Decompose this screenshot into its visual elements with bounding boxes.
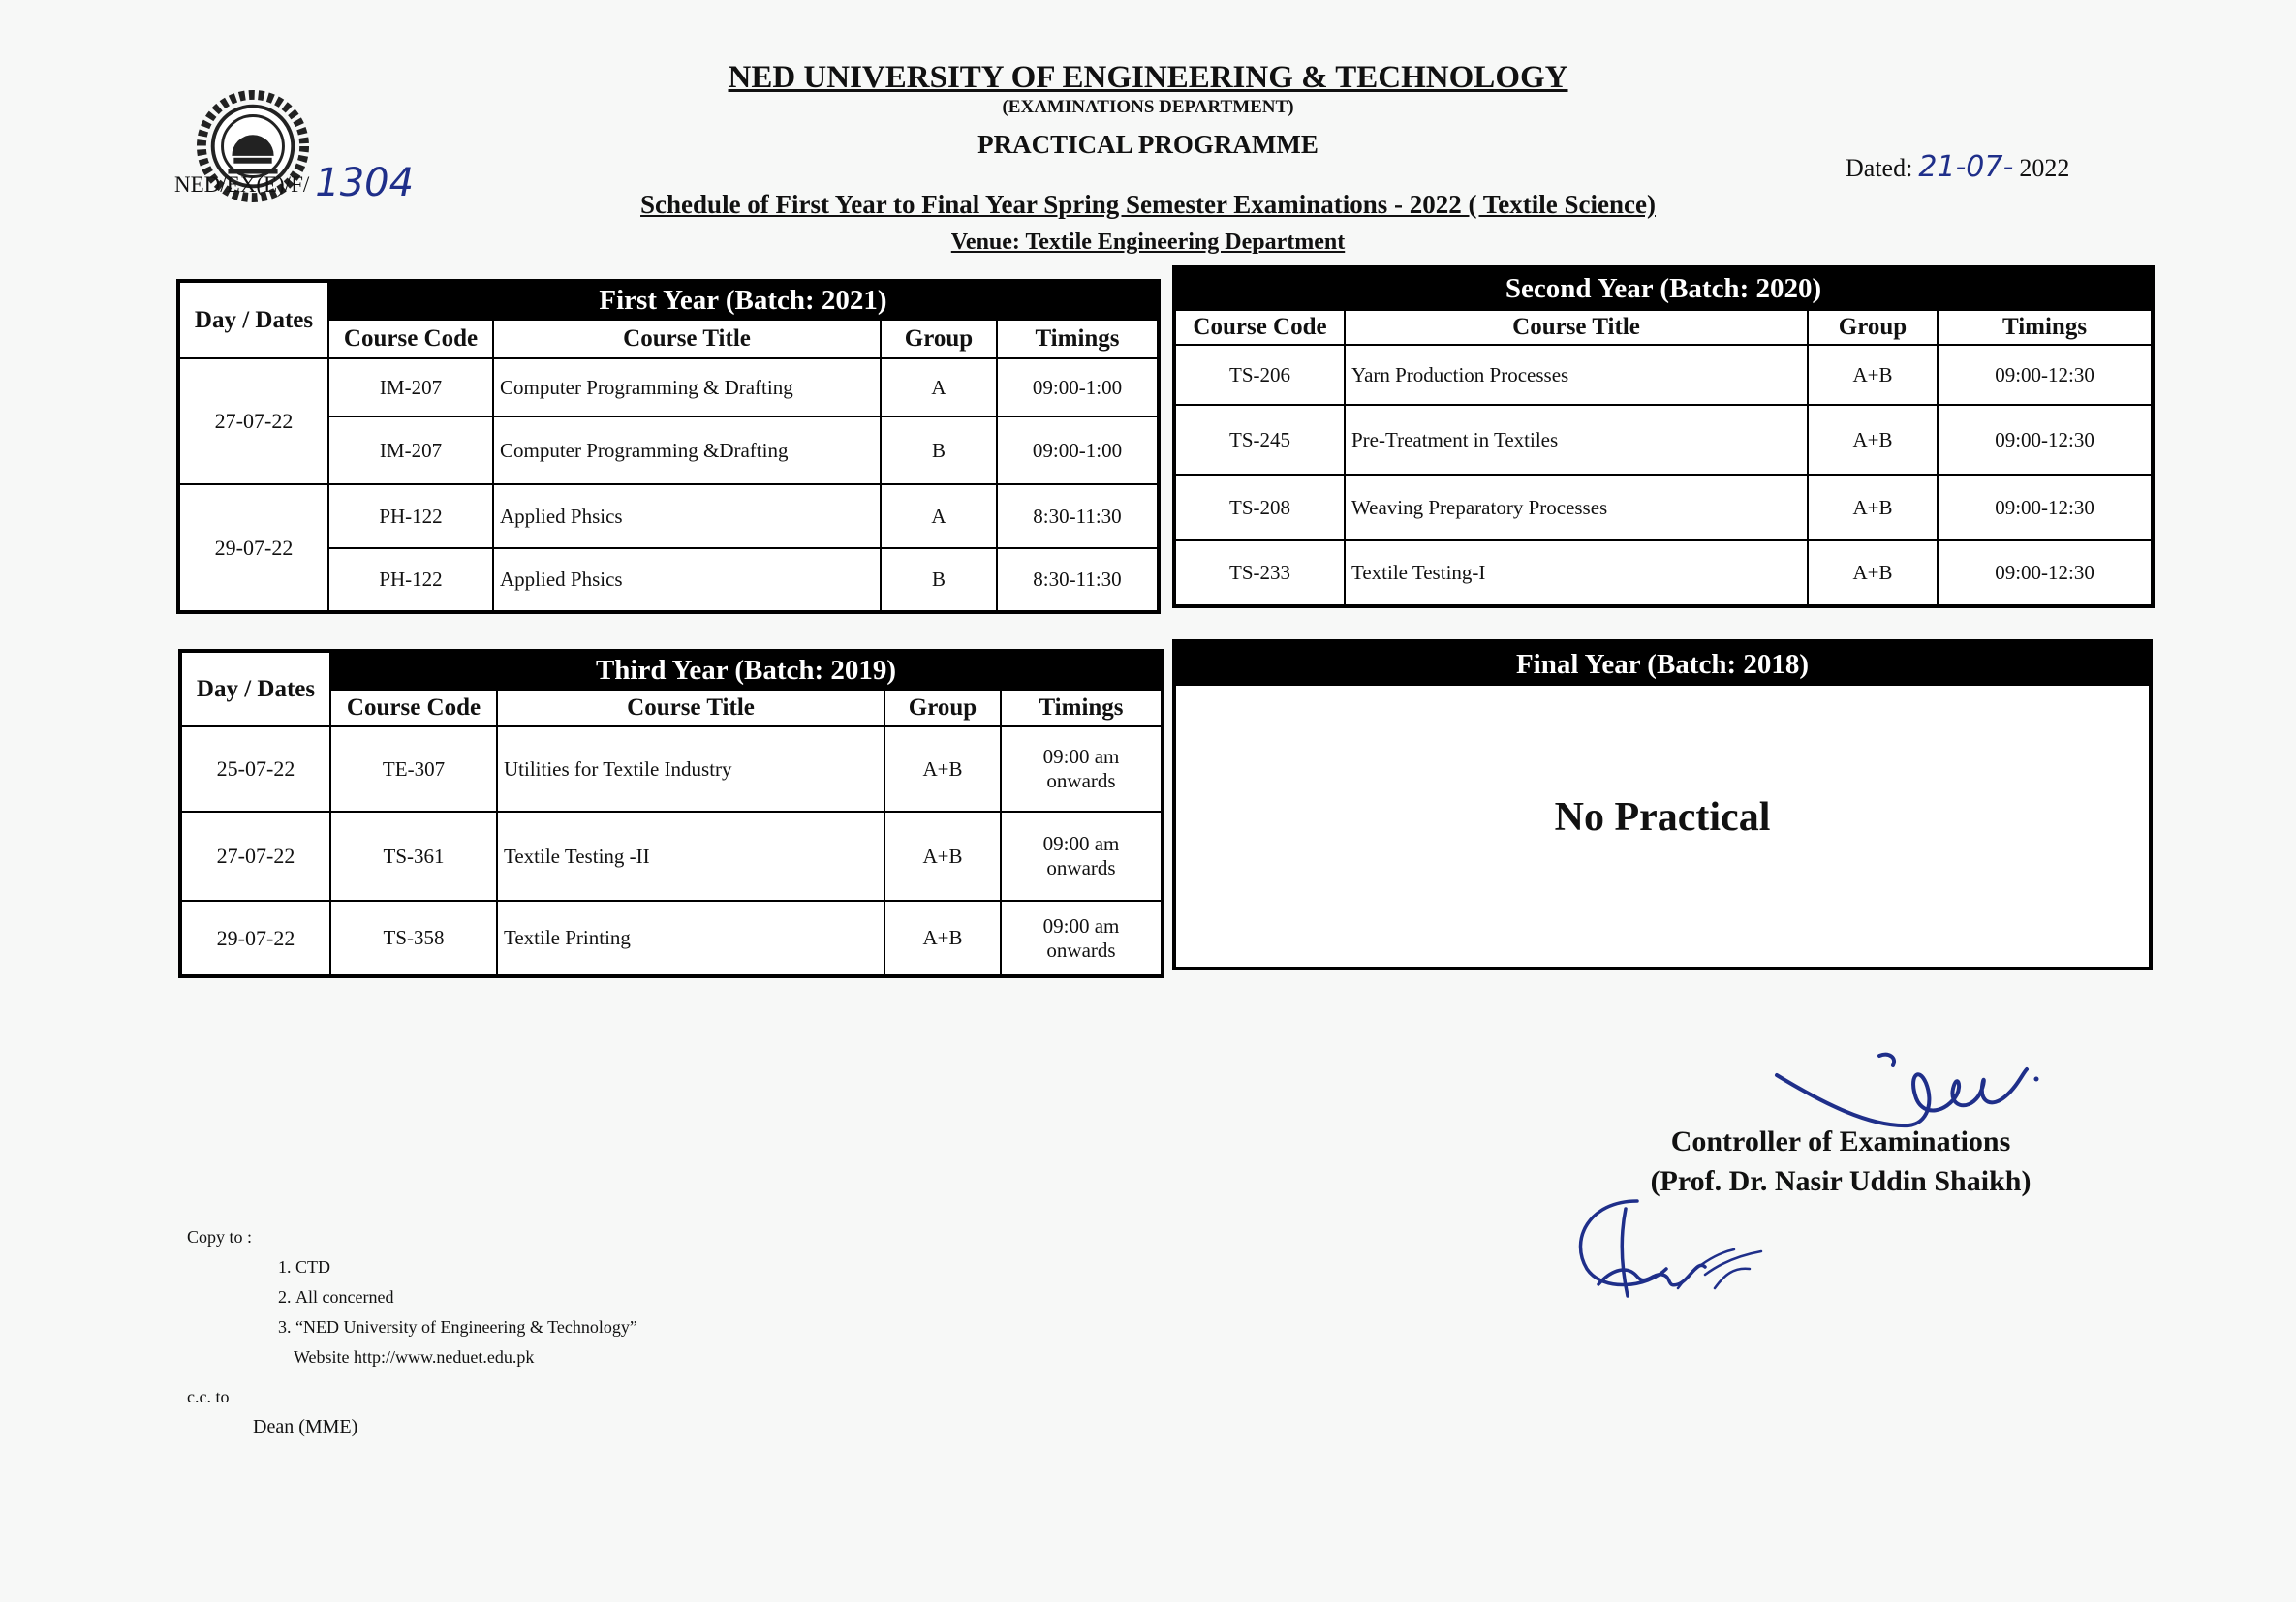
list-item: 2. All concerned — [295, 1282, 637, 1312]
course-code: IM-207 — [328, 416, 493, 484]
copy-to-section — [187, 1222, 637, 1442]
table-row — [180, 901, 1163, 976]
final-year-heading: Final Year (Batch: 2018) — [1176, 643, 2149, 686]
timing-onwards: onwards — [1046, 938, 1116, 962]
group: B — [881, 416, 997, 484]
table-row — [1174, 405, 2153, 475]
timing-start: 09:00 am — [1042, 745, 1120, 768]
list-item: 1. CTD — [295, 1252, 637, 1282]
course-title: Utilities for Textile Industry — [497, 726, 884, 812]
final-year-box — [1172, 639, 2153, 970]
reference-handwritten-number: 1304 — [315, 161, 415, 205]
course-title-header: Course Title — [493, 320, 881, 358]
table-row — [180, 726, 1163, 812]
timing — [1001, 726, 1163, 812]
course-code: TS-358 — [330, 901, 497, 976]
timing: 09:00-12:30 — [1938, 475, 2153, 540]
day-cell: 29-07-22 — [178, 484, 328, 612]
group-header: Group — [884, 690, 1001, 726]
course-title-header: Course Title — [1345, 310, 1808, 345]
course-code: TS-233 — [1174, 540, 1345, 606]
group: B — [881, 548, 997, 612]
course-title: Textile Testing-I — [1345, 540, 1808, 606]
table-row — [1174, 475, 2153, 540]
course-code-header: Course Code — [328, 320, 493, 358]
reference-prefix: NED/EX(E)/F/ — [174, 172, 310, 197]
group: A — [881, 484, 997, 548]
group: A+B — [1808, 540, 1938, 606]
timings-header: Timings — [1938, 310, 2153, 345]
signatory-role: Controller of Examinations — [1670, 1125, 2011, 1157]
timing — [1001, 812, 1163, 901]
course-title: Computer Programming &Drafting — [493, 416, 881, 484]
timings-header: Timings — [997, 320, 1159, 358]
timing: 09:00-1:00 — [997, 416, 1159, 484]
timing-start: 09:00 am — [1042, 913, 1120, 938]
course-title: Applied Phsics — [493, 484, 881, 548]
cc-recipient: Dean (MME) — [253, 1416, 358, 1437]
day-cell: 29-07-22 — [180, 901, 330, 976]
issue-date — [1846, 150, 2069, 184]
list-item: 3. “NED University of Engineering & Technology” — [295, 1312, 637, 1342]
group-header: Group — [1808, 310, 1938, 345]
group: A+B — [1808, 345, 1938, 405]
department-name: (EXAMINATIONS DEPARTMENT) — [1002, 97, 1294, 117]
second-year-table — [1172, 265, 2155, 608]
group-header: Group — [881, 320, 997, 358]
timing: 09:00-1:00 — [997, 358, 1159, 416]
timing: 09:00-12:30 — [1938, 345, 2153, 405]
no-practical-message: No Practical — [1554, 795, 1771, 840]
course-code: IM-207 — [328, 358, 493, 416]
countersignature-icon — [1569, 1191, 1773, 1317]
group: A+B — [884, 901, 1001, 976]
group: A+B — [884, 726, 1001, 812]
day-cell: 25-07-22 — [180, 726, 330, 812]
venue: Venue: Textile Engineering Department — [950, 230, 1346, 255]
course-title: Yarn Production Processes — [1345, 345, 1808, 405]
group: A+B — [1808, 475, 1938, 540]
programme-title: PRACTICAL PROGRAMME — [977, 130, 1319, 159]
course-code: TS-245 — [1174, 405, 1345, 475]
table-row — [180, 812, 1163, 901]
group: A — [881, 358, 997, 416]
table-row — [1174, 540, 2153, 606]
course-title: Applied Phsics — [493, 548, 881, 612]
group: A+B — [884, 812, 1001, 901]
course-code: PH-122 — [328, 484, 493, 548]
table-row — [178, 484, 1159, 548]
course-code: TS-361 — [330, 812, 497, 901]
course-code-header: Course Code — [330, 690, 497, 726]
timing-onwards: onwards — [1046, 856, 1116, 879]
timing: 8:30-11:30 — [997, 548, 1159, 612]
course-title-header: Course Title — [497, 690, 884, 726]
course-title: Weaving Preparatory Processes — [1345, 475, 1808, 540]
course-code: TE-307 — [330, 726, 497, 812]
course-title: Computer Programming & Drafting — [493, 358, 881, 416]
dated-label: Dated: — [1846, 154, 1913, 182]
timing: 8:30-11:30 — [997, 484, 1159, 548]
timings-header: Timings — [1001, 690, 1163, 726]
third-year-heading: Third Year (Batch: 2019) — [330, 651, 1163, 690]
table-row — [1174, 345, 2153, 405]
dated-handwritten: 21-07- — [1918, 150, 2014, 184]
table-row — [178, 358, 1159, 416]
course-code: PH-122 — [328, 548, 493, 612]
timing-start: 09:00 am — [1042, 832, 1120, 855]
day-dates-header: Day / Dates — [178, 281, 328, 358]
course-title: Pre-Treatment in Textiles — [1345, 405, 1808, 475]
course-title: Textile Printing — [497, 901, 884, 976]
course-code: TS-208 — [1174, 475, 1345, 540]
first-year-heading: First Year (Batch: 2021) — [328, 281, 1159, 320]
first-year-table — [176, 279, 1161, 614]
timing — [1001, 901, 1163, 976]
second-year-heading: Second Year (Batch: 2020) — [1174, 267, 2153, 310]
timing: 09:00-12:30 — [1938, 540, 2153, 606]
copy-to-list — [187, 1252, 637, 1342]
dated-year: 2022 — [2019, 154, 2070, 182]
timing: 09:00-12:30 — [1938, 405, 2153, 475]
copy-to-label: Copy to : — [187, 1227, 253, 1247]
university-title: NED UNIVERSITY OF ENGINEERING & TECHNOLOGY — [728, 60, 1568, 95]
cc-label: c.c. to — [187, 1387, 230, 1406]
course-code-header: Course Code — [1174, 310, 1345, 345]
timing-onwards: onwards — [1046, 769, 1116, 792]
day-cell: 27-07-22 — [178, 358, 328, 484]
day-dates-header: Day / Dates — [180, 651, 330, 726]
third-year-table — [178, 649, 1164, 978]
website-line: Website http://www.neduet.edu.pk — [294, 1347, 535, 1367]
course-code: TS-206 — [1174, 345, 1345, 405]
course-title: Textile Testing -II — [497, 812, 884, 901]
group: A+B — [1808, 405, 1938, 475]
signatory-name: (Prof. Dr. Nasir Uddin Shaikh) — [1650, 1165, 2032, 1197]
day-cell: 27-07-22 — [180, 812, 330, 901]
schedule-title: Schedule of First Year to Final Year Spring Semester Examinations - 2022 ( Textile Science) — [640, 190, 1656, 219]
signatory-block — [1608, 1122, 2073, 1201]
